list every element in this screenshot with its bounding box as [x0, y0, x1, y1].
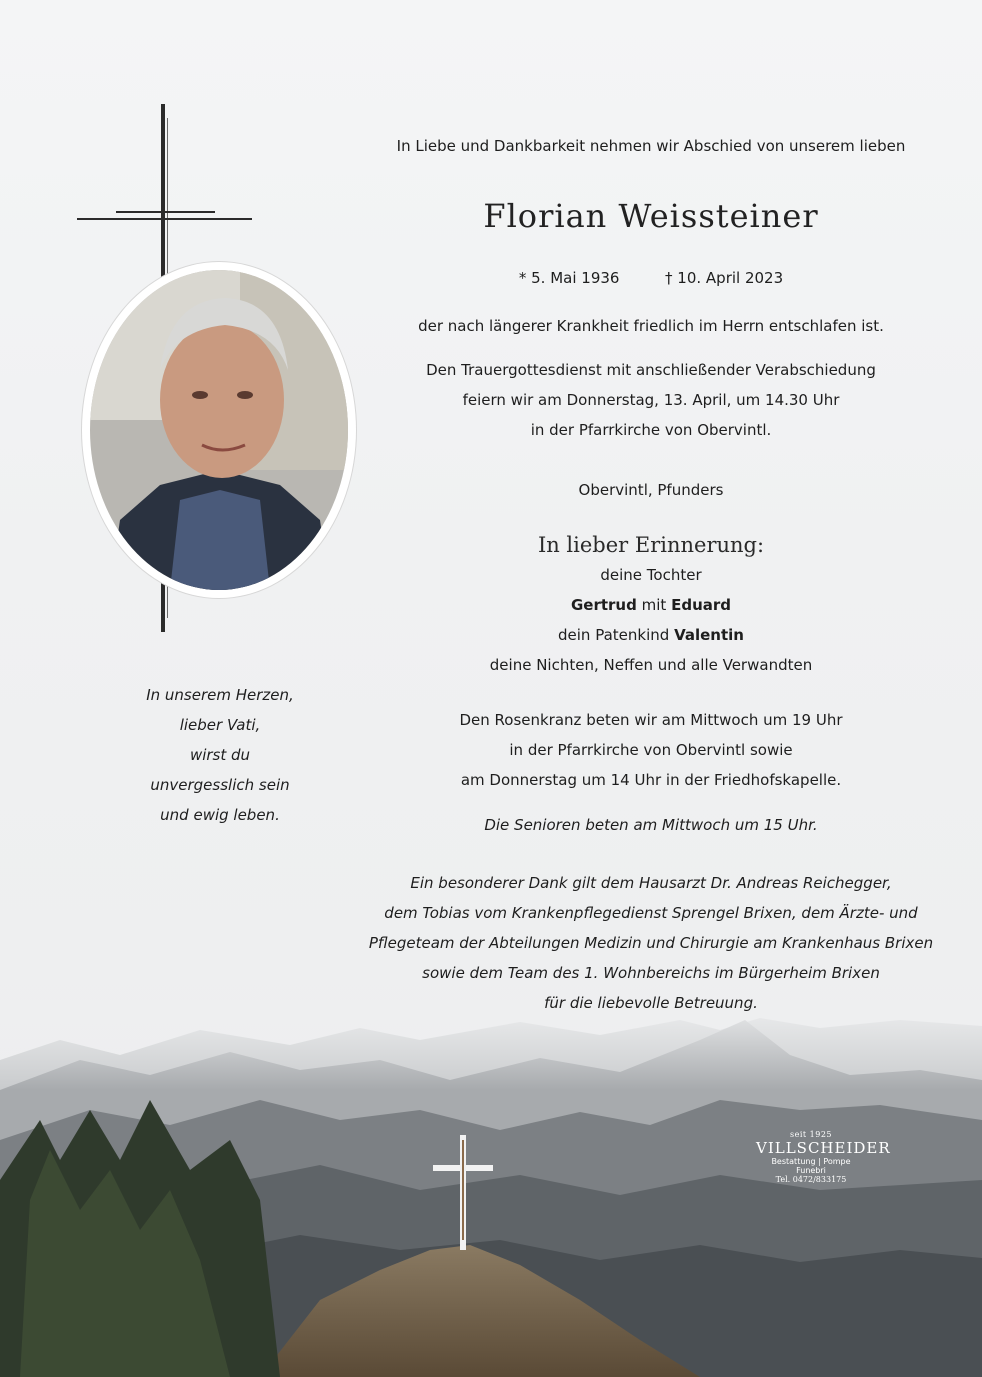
- thanks-block: [360, 868, 942, 1018]
- poem-line: unvergesslich sein: [150, 776, 290, 794]
- rosary-line: Den Rosenkranz beten wir am Mittwoch um 19 Uhr: [459, 711, 843, 729]
- seniors-block: [360, 810, 942, 840]
- rosary-line: in der Pfarrkirche von Obervintl sowie: [509, 741, 793, 759]
- memorial-cross-bar: [77, 218, 252, 220]
- thanks-line: dem Tobias vom Krankenpflegedienst Sprengel Brixen, dem Ärzte- und: [384, 904, 918, 922]
- rosary-block: [360, 705, 942, 795]
- mourner-connector: mit: [641, 596, 667, 614]
- mourner-line: deine Tochter: [600, 566, 702, 584]
- death-date: † 10. April 2023: [665, 269, 784, 287]
- thanks-line: sowie dem Team des 1. Wohnbereichs im Bürgerheim Brixen: [422, 964, 880, 982]
- mourner-line: deine Nichten, Neffen und alle Verwandten: [489, 656, 813, 674]
- poem-line: wirst du: [189, 746, 251, 764]
- intro-text: In Liebe und Dankbarkeit nehmen wir Abschied von unserem lieben: [396, 137, 906, 155]
- birth-date: * 5. Mai 1936: [518, 269, 620, 287]
- logo-subtitle: Bestattung | Pompe Funebri: [771, 1157, 851, 1175]
- thanks-line: für die liebevolle Betreuung.: [544, 994, 758, 1012]
- death-text-block: [360, 311, 942, 341]
- deceased-name: Florian Weissteiner: [483, 197, 819, 235]
- rosary-line: am Donnerstag um 14 Uhr in der Friedhofskapelle.: [460, 771, 842, 789]
- places: Obervintl, Pfunders: [578, 481, 724, 499]
- memorial-cross-bar-short: [116, 211, 215, 213]
- mourner-spouse: Eduard: [671, 596, 732, 614]
- logo-phone: Tel. 0472/833175: [775, 1175, 847, 1184]
- funeral-home-logo: [756, 1130, 891, 1184]
- deceased-name-block: [360, 196, 942, 236]
- godchild-prefix: dein Patenkind: [558, 626, 670, 644]
- mourners-block: [360, 530, 942, 680]
- logo-brand: VILLSCHEIDER: [756, 1139, 891, 1157]
- memory-heading: In lieber Erinnerung:: [537, 533, 765, 557]
- poem-line: In unserem Herzen,: [146, 686, 294, 704]
- thanks-line: Ein besonderer Dank gilt dem Hausarzt Dr. Andreas Reichegger,: [410, 874, 892, 892]
- poem-line: lieber Vati,: [179, 716, 261, 734]
- service-line: Den Trauergottesdienst mit anschließender Verabschiedung: [426, 361, 876, 379]
- mourner-daughter: Gertrud: [570, 596, 637, 614]
- godchild-name: Valentin: [674, 626, 744, 644]
- poem-line: und ewig leben.: [160, 806, 280, 824]
- service-line: in der Pfarrkirche von Obervintl.: [530, 421, 772, 439]
- dates-block: [360, 263, 942, 293]
- thanks-line: Pflegeteam der Abteilungen Medizin und Chirurgie am Krankenhaus Brixen: [368, 934, 934, 952]
- seniors-text: Die Senioren beten am Mittwoch um 15 Uhr.: [484, 816, 818, 834]
- poem: [110, 680, 330, 830]
- places-block: [360, 475, 942, 505]
- portrait-photo: [90, 270, 348, 590]
- logo-since: seit 1925: [789, 1130, 832, 1139]
- service-block: [360, 355, 942, 445]
- death-text: der nach längerer Krankheit friedlich im Herrn entschlafen ist.: [418, 317, 884, 335]
- mountain-landscape: [0, 1000, 982, 1377]
- service-line: feiern wir am Donnerstag, 13. April, um 14.30 Uhr: [462, 391, 840, 409]
